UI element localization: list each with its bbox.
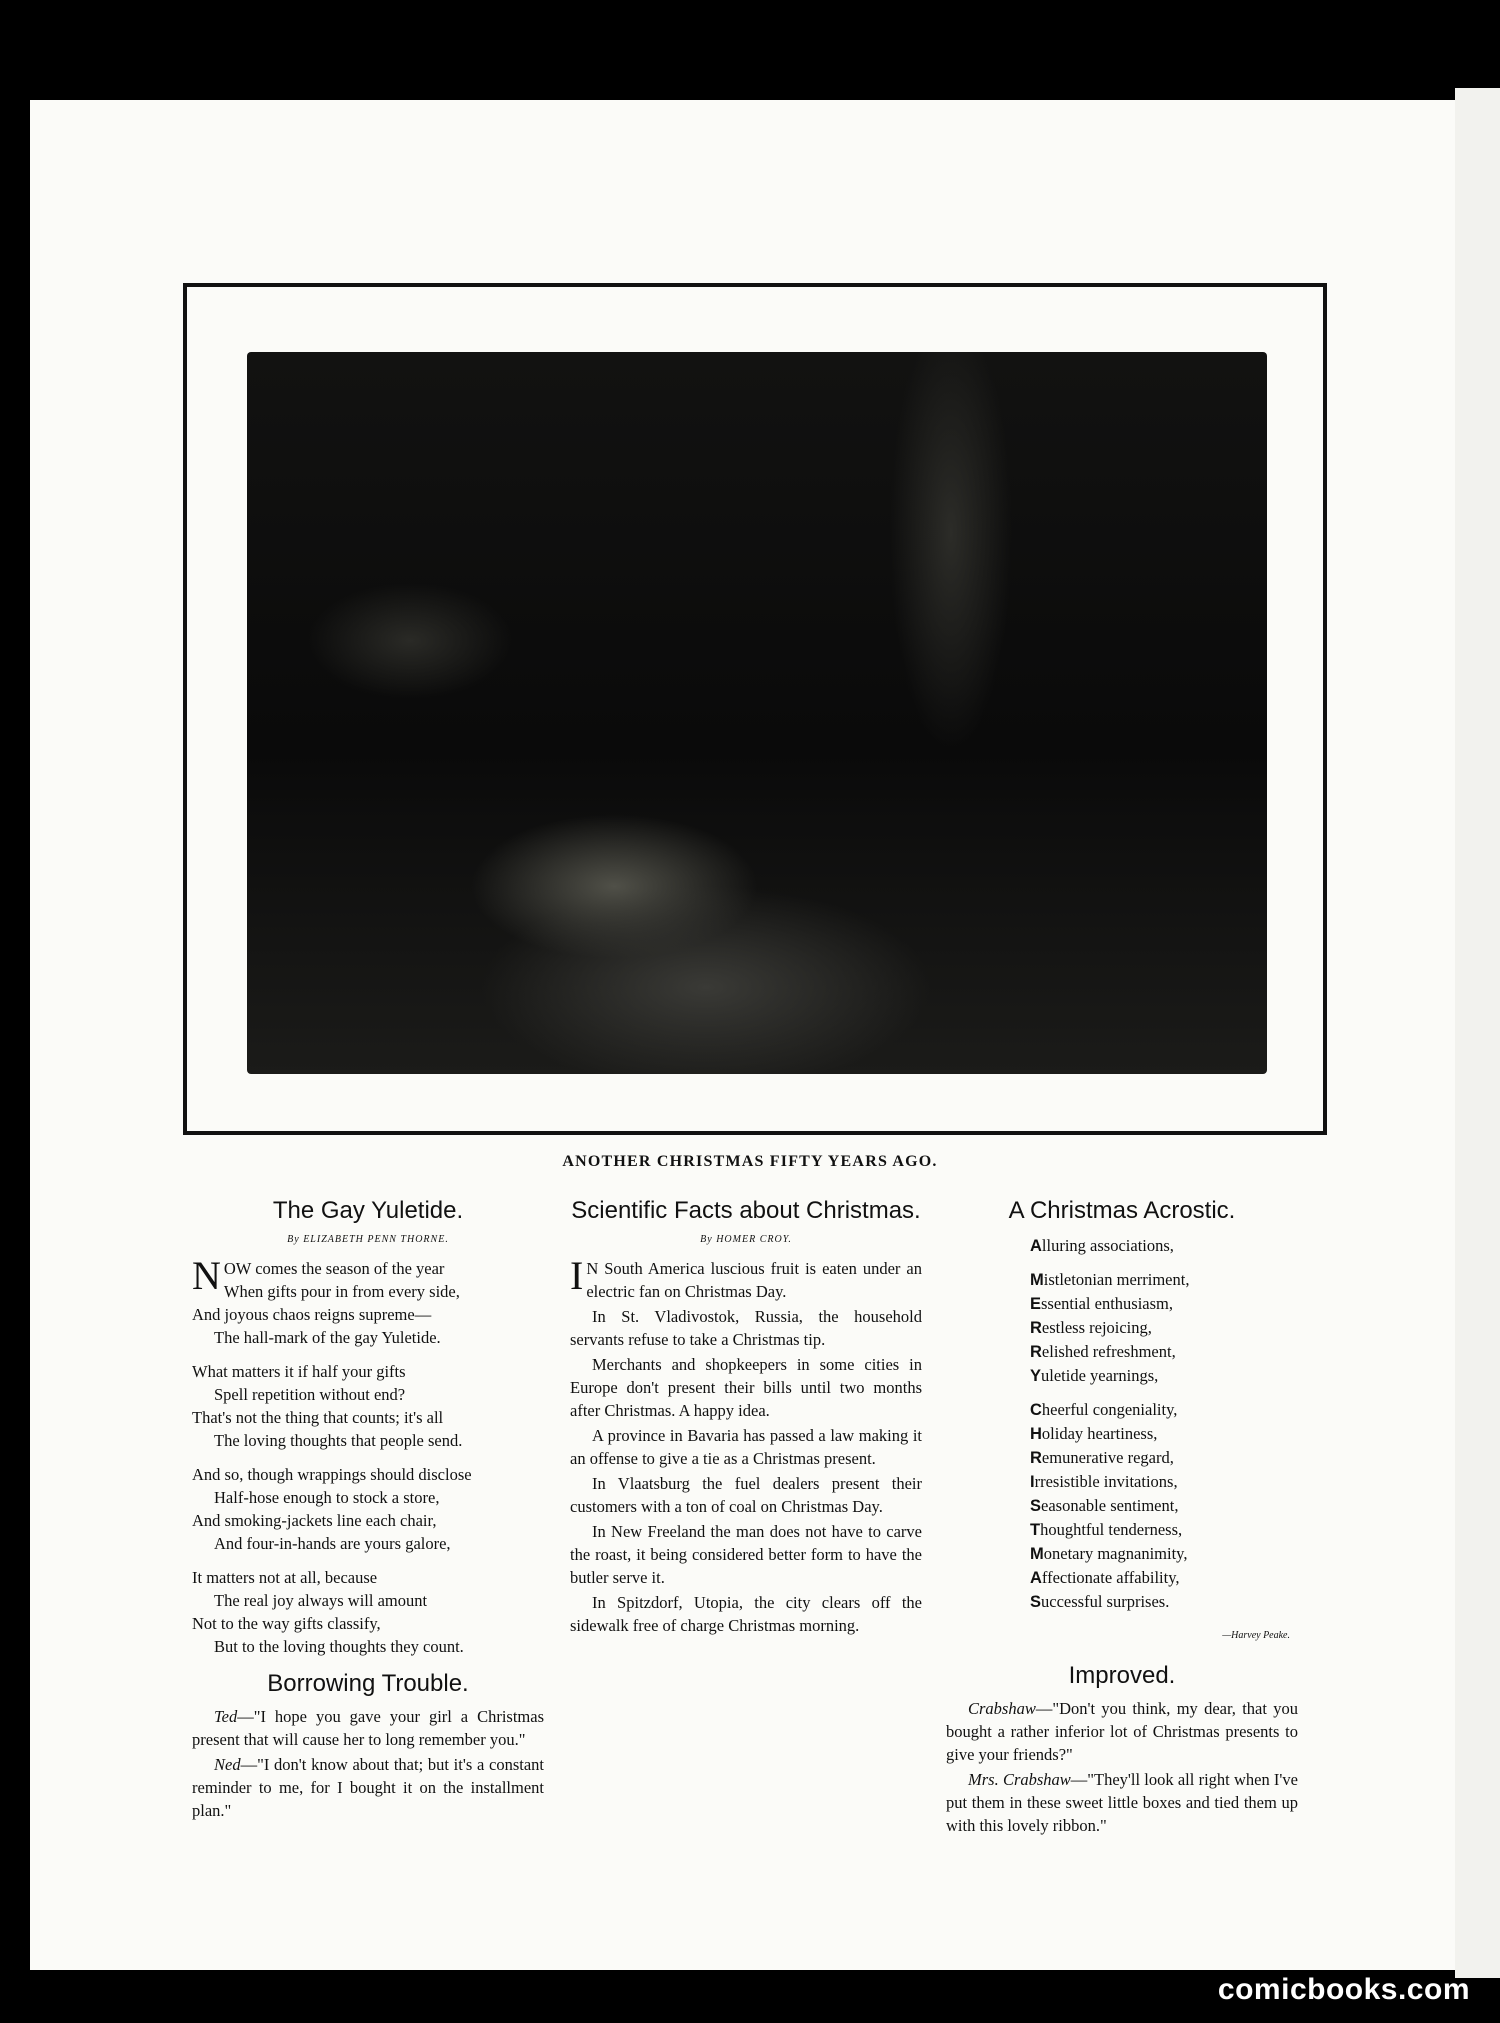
acrostic-line bbox=[1030, 1590, 1298, 1614]
acrostic-rest: ffectionate affability, bbox=[1041, 1568, 1180, 1587]
column-left bbox=[192, 1196, 544, 1824]
acrostic-initial: H bbox=[1030, 1425, 1042, 1443]
speaker-name: Ned bbox=[214, 1755, 241, 1774]
acrostic-line bbox=[1030, 1446, 1298, 1470]
poem-line: The real joy always will amount bbox=[214, 1591, 428, 1610]
christmas-dinner-illustration bbox=[247, 352, 1267, 1074]
acrostic-initial: S bbox=[1030, 1593, 1042, 1611]
poem-line: It matters not at all, because bbox=[192, 1568, 378, 1587]
article-dropcap: I bbox=[570, 1253, 584, 1298]
article-paragraph: In Spitzdorf, Utopia, the city clears off the sidewalk free of charge Christmas morning. bbox=[570, 1593, 922, 1635]
acrostic-group bbox=[1030, 1268, 1298, 1388]
poem-line: When gifts pour in from every side, bbox=[223, 1282, 460, 1301]
acrostic-rest: rresistible invitations, bbox=[1034, 1472, 1178, 1491]
illustration-caption: ANOTHER CHRISTMAS FIFTY YEARS AGO. bbox=[562, 1153, 938, 1170]
speaker-name: Crabshaw bbox=[968, 1699, 1036, 1718]
poem-line: Half-hose enough to stock a store, bbox=[214, 1488, 440, 1507]
acrostic-rest: houghtful tenderness, bbox=[1040, 1520, 1183, 1539]
acrostic-rest: istletonian merriment, bbox=[1043, 1270, 1190, 1289]
acrostic-signature: —Harvey Peake. bbox=[1222, 1630, 1290, 1641]
article-title-improved: Improved. bbox=[1068, 1662, 1176, 1689]
poem-line: OW comes the season of the year bbox=[223, 1259, 445, 1278]
poem-line: And four-in-hands are yours galore, bbox=[214, 1534, 451, 1553]
dialogue-text: —"I hope you gave your girl a Christmas present that will cause her to long remember you." bbox=[192, 1707, 544, 1749]
article-paragraph: In New Freeland the man does not have to carve the roast, it being considered better form to have the butler serve it. bbox=[570, 1522, 922, 1587]
acrostic-initial: E bbox=[1030, 1295, 1042, 1313]
poem-line: What matters it if half your gifts bbox=[192, 1362, 406, 1381]
poem-line: And smoking-jackets line each chair, bbox=[192, 1511, 437, 1530]
acrostic-initial: I bbox=[1030, 1473, 1035, 1491]
dialogue-paragraph bbox=[946, 1697, 1298, 1766]
poem-byline: By ELIZABETH PENN THORNE. bbox=[287, 1234, 449, 1245]
acrostic-initial: M bbox=[1030, 1271, 1044, 1289]
acrostic-initial: Y bbox=[1030, 1367, 1042, 1385]
speaker-name: Mrs. Crabshaw bbox=[968, 1770, 1071, 1789]
acrostic-group bbox=[1030, 1234, 1298, 1258]
paragraph-text: N South America luscious fruit is eaten under an electric fan on Christmas Day. bbox=[586, 1259, 922, 1301]
adjacent-page-edge bbox=[1455, 88, 1500, 1978]
acrostic-initial: R bbox=[1030, 1319, 1042, 1337]
column-middle bbox=[570, 1196, 922, 1639]
acrostic-line bbox=[1030, 1470, 1298, 1494]
poem-stanza bbox=[192, 1360, 544, 1452]
poem-line: That's not the thing that counts; it's all bbox=[192, 1408, 444, 1427]
acrostic-initial: R bbox=[1030, 1343, 1042, 1361]
acrostic-rest: onetary magnanimity, bbox=[1043, 1544, 1188, 1563]
dialogue-text: —"They'll look all right when I've put them in these sweet little boxes and tied them up with this lovely ribbon." bbox=[946, 1770, 1298, 1835]
acrostic-line bbox=[1030, 1268, 1298, 1292]
acrostic-initial: A bbox=[1030, 1569, 1042, 1587]
column-right bbox=[946, 1196, 1298, 1839]
acrostic-line bbox=[1030, 1364, 1298, 1388]
acrostic-rest: elished refreshment, bbox=[1041, 1342, 1176, 1361]
acrostic-rest: uccessful surprises. bbox=[1041, 1592, 1170, 1611]
poem-stanza bbox=[192, 1463, 544, 1555]
acrostic-poem bbox=[946, 1234, 1298, 1614]
poem-line: And joyous chaos reigns supreme— bbox=[192, 1305, 432, 1324]
article-paragraph: A province in Bavaria has passed a law making it an offense to give a tie as a Christmas present. bbox=[570, 1426, 922, 1468]
article-paragraph: In St. Vladivostok, Russia, the household servants refuse to take a Christmas tip. bbox=[570, 1307, 922, 1349]
article-paragraph bbox=[570, 1253, 922, 1303]
acrostic-line bbox=[1030, 1422, 1298, 1446]
acrostic-initial: A bbox=[1030, 1237, 1042, 1255]
acrostic-initial: C bbox=[1030, 1401, 1042, 1419]
dialogue-paragraph bbox=[946, 1768, 1298, 1837]
acrostic-line bbox=[1030, 1494, 1298, 1518]
site-watermark: comicbooks.com bbox=[1217, 1973, 1470, 2006]
acrostic-line bbox=[1030, 1340, 1298, 1364]
acrostic-initial: R bbox=[1030, 1449, 1042, 1467]
acrostic-line bbox=[1030, 1398, 1298, 1422]
poem-line: Spell repetition without end? bbox=[214, 1385, 406, 1404]
acrostic-initial: T bbox=[1030, 1521, 1041, 1539]
poem-line: But to the loving thoughts they count. bbox=[214, 1637, 464, 1656]
dialogue-paragraph bbox=[192, 1753, 544, 1822]
acrostic-rest: oliday heartiness, bbox=[1041, 1424, 1158, 1443]
acrostic-initial: M bbox=[1030, 1545, 1044, 1563]
dialogue-text: —"Don't you think, my dear, that you bought a rather inferior lot of Christmas presents to give your friends?" bbox=[946, 1699, 1298, 1764]
poem-dropcap: N bbox=[192, 1253, 221, 1298]
acrostic-line bbox=[1030, 1316, 1298, 1340]
poem-line: The hall-mark of the gay Yuletide. bbox=[214, 1328, 441, 1347]
poem-line: And so, though wrappings should disclose bbox=[192, 1465, 472, 1484]
poem-line: The loving thoughts that people send. bbox=[214, 1431, 463, 1450]
poem-line: Not to the way gifts classify, bbox=[192, 1614, 381, 1633]
dialogue-paragraph bbox=[192, 1705, 544, 1751]
article-title-borrowing: Borrowing Trouble. bbox=[267, 1670, 469, 1697]
article-paragraph: Merchants and shopkeepers in some cities in Europe don't present their bills until two months after Christmas. A happy idea. bbox=[570, 1355, 922, 1420]
article-paragraph: In Vlaatsburg the fuel dealers present their customers with a ton of coal on Christmas Day. bbox=[570, 1474, 922, 1516]
article-title-facts: Scientific Facts about Christmas. bbox=[571, 1197, 921, 1224]
speaker-name: Ted bbox=[214, 1707, 238, 1726]
dialogue-text: —"I don't know about that; but it's a constant reminder to me, for I bought it on the installment plan." bbox=[192, 1755, 544, 1820]
acrostic-rest: heerful congeniality, bbox=[1041, 1400, 1178, 1419]
acrostic-line bbox=[1030, 1518, 1298, 1542]
acrostic-initial: S bbox=[1030, 1497, 1042, 1515]
acrostic-title: A Christmas Acrostic. bbox=[1008, 1197, 1236, 1224]
acrostic-rest: easonable sentiment, bbox=[1041, 1496, 1179, 1515]
acrostic-line bbox=[1030, 1566, 1298, 1590]
acrostic-rest: uletide yearnings, bbox=[1041, 1366, 1159, 1385]
article-byline: By HOMER CROY. bbox=[700, 1234, 792, 1245]
acrostic-rest: ssential enthusiasm, bbox=[1041, 1294, 1173, 1313]
acrostic-rest: lluring associations, bbox=[1041, 1236, 1174, 1255]
acrostic-rest: estless rejoicing, bbox=[1041, 1318, 1152, 1337]
poem-stanza bbox=[192, 1253, 544, 1349]
acrostic-group bbox=[1030, 1398, 1298, 1614]
poem-stanza bbox=[192, 1566, 544, 1658]
acrostic-rest: emunerative regard, bbox=[1041, 1448, 1174, 1467]
poem-title: The Gay Yuletide. bbox=[272, 1197, 464, 1224]
acrostic-line bbox=[1030, 1542, 1298, 1566]
acrostic-line bbox=[1030, 1234, 1298, 1258]
acrostic-line bbox=[1030, 1292, 1298, 1316]
